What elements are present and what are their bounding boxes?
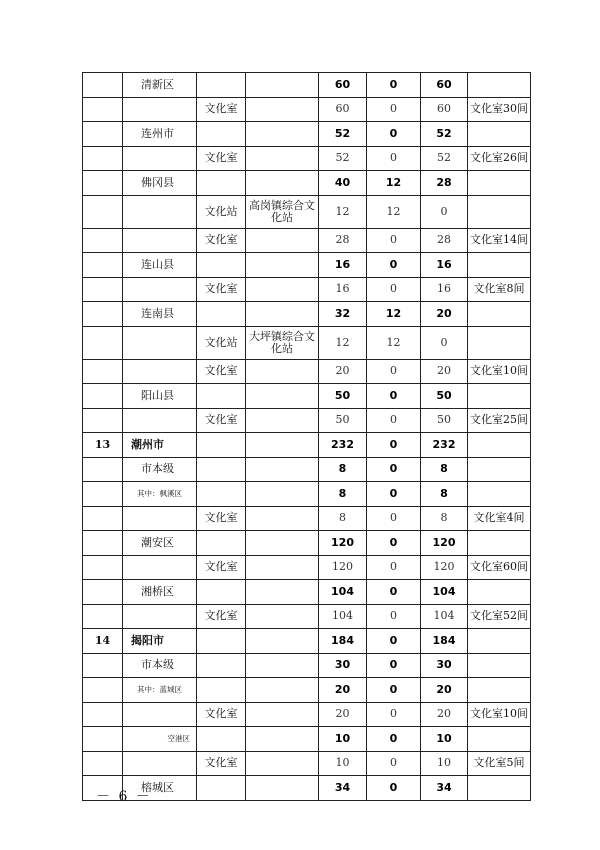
count-a: 0 (367, 228, 421, 253)
count-a: 0 (367, 482, 421, 507)
facility-location: 高岗镇综合文化站 (246, 195, 319, 228)
count-a: 12 (367, 171, 421, 196)
facility-type: 文化室 (197, 359, 246, 384)
facility-location (246, 482, 319, 507)
region-name: 榕城区 (123, 776, 197, 801)
facility-type: 文化室 (197, 97, 246, 122)
facility-location (246, 97, 319, 122)
count-a: 12 (367, 195, 421, 228)
count-a: 0 (367, 580, 421, 605)
count-b: 28 (421, 228, 468, 253)
table-row (83, 277, 531, 302)
row-number (83, 531, 123, 556)
row-number (83, 482, 123, 507)
region-name (123, 506, 197, 531)
count-a: 0 (367, 359, 421, 384)
facility-location: 大坪镇综合文化站 (246, 326, 319, 359)
facility-location (246, 727, 319, 752)
count-b: 8 (421, 482, 468, 507)
region-name: 阳山县 (123, 384, 197, 409)
remark (468, 171, 531, 196)
table-row (83, 457, 531, 482)
count-a: 0 (367, 457, 421, 482)
total-count: 28 (319, 228, 367, 253)
facility-location (246, 629, 319, 654)
region-name: 潮州市 (123, 433, 197, 458)
facility-type (197, 531, 246, 556)
row-number (83, 702, 123, 727)
remark (468, 195, 531, 228)
facility-type: 文化站 (197, 326, 246, 359)
row-number (83, 97, 123, 122)
row-number (83, 122, 123, 147)
table-row (83, 302, 531, 327)
total-count: 60 (319, 73, 367, 98)
count-b: 16 (421, 253, 468, 278)
facility-location (246, 531, 319, 556)
total-count: 10 (319, 751, 367, 776)
total-count: 16 (319, 253, 367, 278)
count-b: 20 (421, 678, 468, 703)
facility-type: 文化室 (197, 408, 246, 433)
table-row (83, 482, 531, 507)
count-b: 20 (421, 359, 468, 384)
row-number (83, 359, 123, 384)
remark: 文化室26间 (468, 146, 531, 171)
page-number: － 6 － (96, 789, 152, 805)
facility-type: 文化室 (197, 555, 246, 580)
table-row (83, 751, 531, 776)
region-name: 佛冈县 (123, 171, 197, 196)
total-count: 232 (319, 433, 367, 458)
facility-type (197, 122, 246, 147)
row-number (83, 506, 123, 531)
table-row (83, 384, 531, 409)
remark: 文化室5间 (468, 751, 531, 776)
remark (468, 531, 531, 556)
total-count: 20 (319, 678, 367, 703)
total-count: 12 (319, 326, 367, 359)
facility-location (246, 122, 319, 147)
count-b: 184 (421, 629, 468, 654)
facility-location (246, 702, 319, 727)
facility-type (197, 727, 246, 752)
table-row (83, 326, 531, 359)
facility-type (197, 678, 246, 703)
facility-location (246, 678, 319, 703)
count-a: 0 (367, 727, 421, 752)
remark (468, 384, 531, 409)
total-count: 52 (319, 122, 367, 147)
count-a: 0 (367, 629, 421, 654)
facility-type (197, 482, 246, 507)
count-a: 0 (367, 122, 421, 147)
remark: 文化室25间 (468, 408, 531, 433)
remark (468, 122, 531, 147)
facility-type (197, 433, 246, 458)
total-count: 20 (319, 702, 367, 727)
facility-location (246, 146, 319, 171)
row-number (83, 555, 123, 580)
table-row (83, 531, 531, 556)
facility-type (197, 302, 246, 327)
remark (468, 457, 531, 482)
table-row (83, 122, 531, 147)
table-row (83, 97, 531, 122)
facility-type: 文化室 (197, 146, 246, 171)
table-row (83, 555, 531, 580)
facility-type: 文化站 (197, 195, 246, 228)
table-row (83, 702, 531, 727)
region-name (123, 555, 197, 580)
facility-type (197, 171, 246, 196)
remark (468, 326, 531, 359)
facility-type (197, 457, 246, 482)
facility-type (197, 629, 246, 654)
row-number (83, 457, 123, 482)
facility-type: 文化室 (197, 506, 246, 531)
count-b: 52 (421, 146, 468, 171)
table-row (83, 604, 531, 629)
region-name: 连南县 (123, 302, 197, 327)
total-count: 10 (319, 727, 367, 752)
row-number (83, 751, 123, 776)
facility-type: 文化室 (197, 277, 246, 302)
count-a: 0 (367, 253, 421, 278)
count-a: 0 (367, 277, 421, 302)
count-b: 8 (421, 506, 468, 531)
table-row (83, 580, 531, 605)
facility-location (246, 457, 319, 482)
count-b: 30 (421, 653, 468, 678)
region-name (123, 326, 197, 359)
total-count: 50 (319, 408, 367, 433)
facility-type: 文化室 (197, 604, 246, 629)
table-row (83, 73, 531, 98)
facility-location (246, 776, 319, 801)
count-a: 12 (367, 326, 421, 359)
count-b: 16 (421, 277, 468, 302)
count-a: 0 (367, 146, 421, 171)
total-count: 52 (319, 146, 367, 171)
total-count: 8 (319, 506, 367, 531)
count-b: 104 (421, 604, 468, 629)
count-a: 0 (367, 702, 421, 727)
remark (468, 433, 531, 458)
count-b: 50 (421, 384, 468, 409)
region-name (123, 408, 197, 433)
row-number (83, 653, 123, 678)
facility-location (246, 433, 319, 458)
facility-location (246, 302, 319, 327)
facility-location (246, 604, 319, 629)
facility-location (246, 555, 319, 580)
facility-type (197, 653, 246, 678)
total-count: 120 (319, 531, 367, 556)
region-name: 潮安区 (123, 531, 197, 556)
remark: 文化室52间 (468, 604, 531, 629)
facility-location (246, 580, 319, 605)
remark (468, 776, 531, 801)
total-count: 8 (319, 482, 367, 507)
facility-type (197, 776, 246, 801)
facility-type (197, 73, 246, 98)
facility-type: 文化室 (197, 751, 246, 776)
total-count: 104 (319, 580, 367, 605)
count-b: 52 (421, 122, 468, 147)
count-b: 0 (421, 326, 468, 359)
region-name: 揭阳市 (123, 629, 197, 654)
remark: 文化室4间 (468, 506, 531, 531)
remark: 文化室30间 (468, 97, 531, 122)
row-number (83, 326, 123, 359)
count-b: 10 (421, 727, 468, 752)
count-a: 0 (367, 751, 421, 776)
count-a: 0 (367, 433, 421, 458)
table-row (83, 195, 531, 228)
total-count: 20 (319, 359, 367, 384)
region-name (123, 359, 197, 384)
count-b: 20 (421, 302, 468, 327)
table-row (83, 171, 531, 196)
remark (468, 73, 531, 98)
row-number (83, 73, 123, 98)
remark (468, 678, 531, 703)
count-b: 120 (421, 555, 468, 580)
region-name (123, 277, 197, 302)
row-number (83, 302, 123, 327)
region-name: 市本级 (123, 457, 197, 482)
row-number (83, 228, 123, 253)
count-b: 60 (421, 73, 468, 98)
facility-location (246, 73, 319, 98)
table-row (83, 359, 531, 384)
row-number (83, 384, 123, 409)
region-name: 湘桥区 (123, 580, 197, 605)
row-number (83, 604, 123, 629)
total-count: 8 (319, 457, 367, 482)
remark (468, 253, 531, 278)
region-name (123, 97, 197, 122)
facility-location (246, 228, 319, 253)
table-row (83, 146, 531, 171)
row-number (83, 580, 123, 605)
allocation-table (82, 72, 531, 801)
count-a: 0 (367, 653, 421, 678)
region-name (123, 228, 197, 253)
region-name: 其中：蓝城区 (123, 678, 197, 703)
count-a: 0 (367, 555, 421, 580)
count-a: 0 (367, 384, 421, 409)
total-count: 60 (319, 97, 367, 122)
remark: 文化室10间 (468, 359, 531, 384)
total-count: 12 (319, 195, 367, 228)
table-row (83, 408, 531, 433)
row-number (83, 171, 123, 196)
remark: 文化室10间 (468, 702, 531, 727)
count-b: 20 (421, 702, 468, 727)
count-b: 0 (421, 195, 468, 228)
count-a: 0 (367, 73, 421, 98)
total-count: 104 (319, 604, 367, 629)
count-a: 0 (367, 604, 421, 629)
remark: 文化室14间 (468, 228, 531, 253)
region-name (123, 702, 197, 727)
table-row (83, 629, 531, 654)
facility-type: 文化室 (197, 702, 246, 727)
facility-location (246, 253, 319, 278)
row-number: 14 (83, 629, 123, 654)
facility-location (246, 751, 319, 776)
facility-type: 文化室 (197, 228, 246, 253)
total-count: 32 (319, 302, 367, 327)
table-row (83, 228, 531, 253)
facility-location (246, 653, 319, 678)
remark: 文化室8间 (468, 277, 531, 302)
row-number (83, 195, 123, 228)
region-name (123, 146, 197, 171)
count-a: 0 (367, 97, 421, 122)
table-body (83, 73, 531, 801)
row-number (83, 277, 123, 302)
facility-location (246, 359, 319, 384)
facility-location (246, 171, 319, 196)
row-number: 13 (83, 433, 123, 458)
total-count: 50 (319, 384, 367, 409)
remark (468, 482, 531, 507)
table-row (83, 653, 531, 678)
row-number (83, 146, 123, 171)
region-name: 空港区 (123, 727, 197, 752)
row-number (83, 408, 123, 433)
count-a: 0 (367, 506, 421, 531)
total-count: 120 (319, 555, 367, 580)
table-row (83, 506, 531, 531)
region-name: 连州市 (123, 122, 197, 147)
facility-location (246, 506, 319, 531)
remark (468, 302, 531, 327)
count-a: 0 (367, 408, 421, 433)
table-row (83, 727, 531, 752)
region-name: 连山县 (123, 253, 197, 278)
total-count: 184 (319, 629, 367, 654)
remark (468, 629, 531, 654)
region-name: 清新区 (123, 73, 197, 98)
facility-location (246, 277, 319, 302)
facility-location (246, 384, 319, 409)
table-row (83, 253, 531, 278)
table-row (83, 678, 531, 703)
remark (468, 727, 531, 752)
remark: 文化室60间 (468, 555, 531, 580)
region-name: 市本级 (123, 653, 197, 678)
region-name: 其中：枫溪区 (123, 482, 197, 507)
total-count: 34 (319, 776, 367, 801)
count-b: 120 (421, 531, 468, 556)
count-a: 12 (367, 302, 421, 327)
count-a: 0 (367, 531, 421, 556)
total-count: 30 (319, 653, 367, 678)
count-b: 60 (421, 97, 468, 122)
count-b: 10 (421, 751, 468, 776)
total-count: 16 (319, 277, 367, 302)
facility-type (197, 253, 246, 278)
row-number (83, 727, 123, 752)
facility-type (197, 580, 246, 605)
count-b: 28 (421, 171, 468, 196)
row-number (83, 678, 123, 703)
facility-location (246, 408, 319, 433)
count-a: 0 (367, 776, 421, 801)
facility-type (197, 384, 246, 409)
count-b: 50 (421, 408, 468, 433)
region-name (123, 751, 197, 776)
count-b: 232 (421, 433, 468, 458)
row-number (83, 253, 123, 278)
count-b: 8 (421, 457, 468, 482)
total-count: 40 (319, 171, 367, 196)
count-b: 104 (421, 580, 468, 605)
region-name (123, 604, 197, 629)
region-name (123, 195, 197, 228)
table-row (83, 433, 531, 458)
count-a: 0 (367, 678, 421, 703)
count-b: 34 (421, 776, 468, 801)
remark (468, 653, 531, 678)
remark (468, 580, 531, 605)
